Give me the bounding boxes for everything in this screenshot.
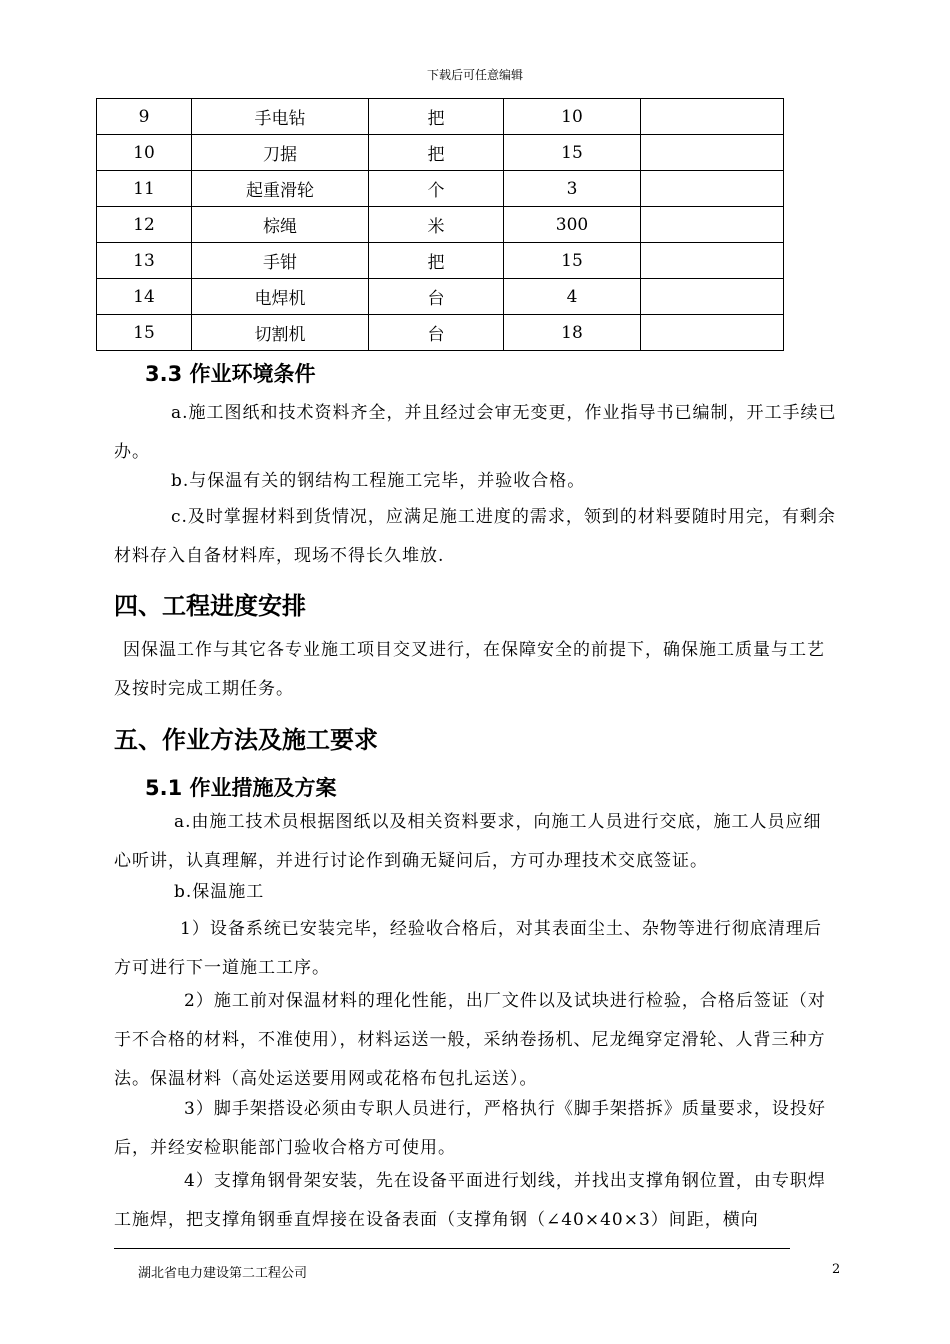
item-1: 1）设备系统已安装完毕，经验收合格后，对其表面尘土、杂物等进行彻底清理后方可进行下一道施工工序。 xyxy=(114,919,822,978)
cell-note xyxy=(641,279,784,315)
cell-name: 切割机 xyxy=(192,315,369,351)
tools-table xyxy=(96,98,784,351)
cell-unit: 个 xyxy=(369,171,504,207)
cell-name: 电焊机 xyxy=(192,279,369,315)
cell-name: 棕绳 xyxy=(192,207,369,243)
cell-qty: 300 xyxy=(504,207,641,243)
cell-name: 手钳 xyxy=(192,243,369,279)
cell-no: 9 xyxy=(97,99,192,135)
table-row xyxy=(97,171,784,207)
cell-qty: 3 xyxy=(504,171,641,207)
item-4: 4）支撑角钢骨架安装，先在设备平面进行划线，并找出支撑角钢位置，由专职焊工施焊，把支撑角钢垂直焊接在设备表面（支撑角钢（∠40×40×3）间距，横向 xyxy=(114,1171,826,1230)
cell-qty: 10 xyxy=(504,99,641,135)
cell-no: 12 xyxy=(97,207,192,243)
cell-qty: 18 xyxy=(504,315,641,351)
cell-name: 手电钻 xyxy=(192,99,369,135)
table-row xyxy=(97,99,784,135)
cell-note xyxy=(641,315,784,351)
cell-no: 11 xyxy=(97,171,192,207)
table-row xyxy=(97,207,784,243)
footer-company: 湖北省电力建设第二工程公司 xyxy=(138,1266,308,1281)
section-4-heading: 四、工程进度安排 xyxy=(114,592,306,620)
section-3-3-heading: 3.3 作业环境条件 xyxy=(145,362,316,386)
section-5-1-heading: 5.1 作业措施及方案 xyxy=(145,776,337,800)
table-row xyxy=(97,135,784,171)
cell-unit: 台 xyxy=(369,279,504,315)
paragraph-3-3-a: a.施工图纸和技术资料齐全，并且经过会审无变更，作业指导书已编制，开工手续已办。 xyxy=(114,403,837,462)
cell-note xyxy=(641,99,784,135)
cell-unit: 把 xyxy=(369,99,504,135)
table-row xyxy=(97,279,784,315)
paragraph-3-3-b: b.与保温有关的钢结构工程施工完毕，并验收合格。 xyxy=(171,471,586,491)
paragraph-4: 因保温工作与其它各专业施工项目交叉进行，在保障安全的前提下，确保施工质量与工艺及按时完成工期任务。 xyxy=(114,640,825,699)
cell-unit: 把 xyxy=(369,243,504,279)
cell-unit: 台 xyxy=(369,315,504,351)
cell-qty: 15 xyxy=(504,243,641,279)
cell-no: 15 xyxy=(97,315,192,351)
page-header: 下载后可任意编辑 xyxy=(426,68,523,82)
cell-no: 14 xyxy=(97,279,192,315)
cell-name: 起重滑轮 xyxy=(192,171,369,207)
table-row xyxy=(97,243,784,279)
paragraph-5-1-a: a.由施工技术员根据图纸以及相关资料要求，向施工人员进行交底，施工人员应细心听讲，认真理解，并进行讨论作到确无疑问后，方可办理技术交底签证。 xyxy=(114,812,822,871)
cell-note xyxy=(641,243,784,279)
cell-note xyxy=(641,171,784,207)
cell-qty: 15 xyxy=(504,135,641,171)
cell-note xyxy=(641,207,784,243)
item-3: 3）脚手架搭设必须由专职人员进行，严格执行《脚手架搭拆》质量要求，设投好后，并经安检职能部门验收合格方可使用。 xyxy=(114,1099,826,1158)
footer-rule xyxy=(114,1248,790,1249)
section-5-heading: 五、作业方法及施工要求 xyxy=(114,726,378,754)
footer-page-number: 2 xyxy=(832,1262,841,1277)
cell-no: 10 xyxy=(97,135,192,171)
item-2: 2）施工前对保温材料的理化性能，出厂文件以及试块进行检验，合格后签证（对于不合格的材料，不准使用），材料运送一般，采纳卷扬机、尼龙绳穿定滑轮、人背三种方法。保温材料（高处运送要用网或花格布包扎运送）。 xyxy=(114,991,826,1089)
cell-note xyxy=(641,135,784,171)
cell-name: 刀据 xyxy=(192,135,369,171)
paragraph-3-3-c: c.及时掌握材料到货情况，应满足施工进度的需求，领到的材料要随时用完，有剩余材料存入自备材料库，现场不得长久堆放. xyxy=(114,507,836,566)
paragraph-5-1-b: b.保温施工 xyxy=(174,882,265,902)
cell-unit: 米 xyxy=(369,207,504,243)
cell-qty: 4 xyxy=(504,279,641,315)
table-row xyxy=(97,315,784,351)
cell-unit: 把 xyxy=(369,135,504,171)
cell-no: 13 xyxy=(97,243,192,279)
